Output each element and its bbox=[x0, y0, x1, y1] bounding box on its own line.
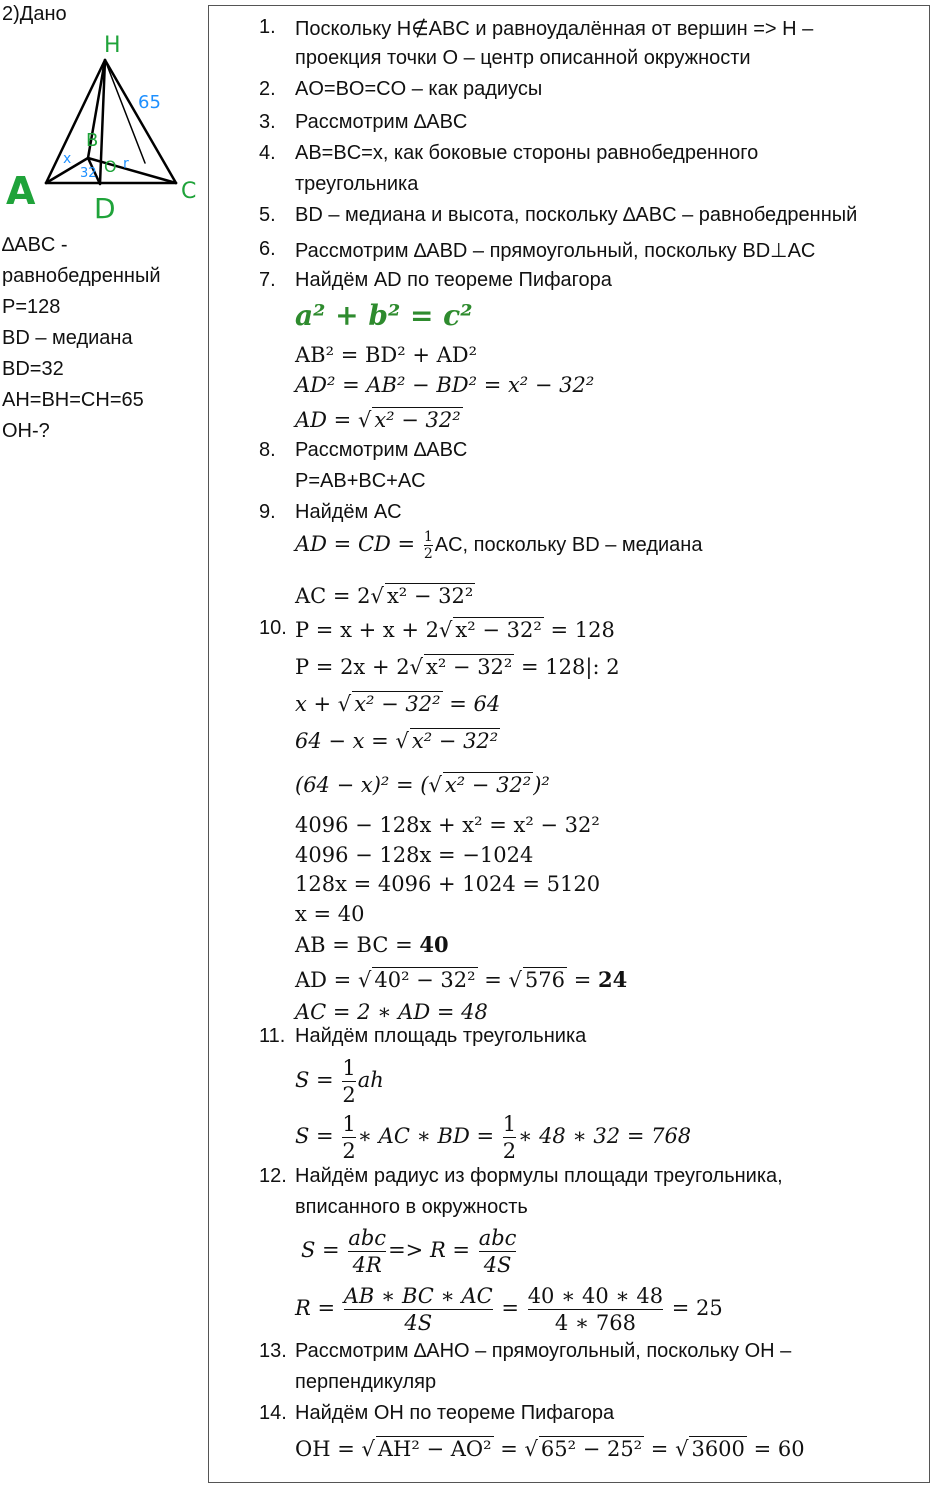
label-o: O bbox=[104, 157, 117, 176]
formula-part: = 128 bbox=[543, 618, 615, 642]
step-text: BD – медиана и высота, поскольку ∆ABC – равнобедренный bbox=[295, 204, 858, 226]
step-text: перпендикуляр bbox=[295, 1371, 437, 1393]
step-number: 14. bbox=[259, 1402, 287, 1424]
formula-part: AC, поскольку BD – медиана bbox=[434, 534, 703, 556]
step-text: проекция точки O – центр описанной окружности bbox=[295, 47, 751, 69]
formula-part: = bbox=[493, 1437, 525, 1461]
step-number: 9. bbox=[259, 501, 276, 523]
fraction bbox=[479, 1225, 517, 1278]
formula-line: P = x + x + 2√ x² − 32² = 128 bbox=[295, 618, 615, 642]
formula-part: = bbox=[567, 968, 598, 992]
sqrt-radicand: x² − 32² bbox=[444, 773, 532, 797]
given-list bbox=[2, 230, 161, 447]
step-number: 6. bbox=[259, 238, 276, 260]
step-text: Найдём площадь треугольника bbox=[295, 1025, 587, 1047]
formula-part: = 128|: 2 bbox=[514, 655, 620, 679]
numerator: 1 bbox=[342, 1112, 356, 1136]
numerator: 1 bbox=[423, 529, 433, 545]
formula-part: (64 − x)² = ( bbox=[295, 773, 429, 797]
sqrt-radicand: 40² − 32² bbox=[374, 968, 476, 992]
formula-part: = bbox=[477, 968, 509, 992]
formula-part: AC = 2 bbox=[295, 584, 371, 608]
step-number: 2. bbox=[259, 78, 276, 100]
formula-part: )² bbox=[533, 773, 550, 797]
step-number: 11. bbox=[259, 1025, 286, 1047]
formula-part: S = bbox=[295, 1124, 341, 1148]
sqrt-radicand: x² − 32² bbox=[425, 655, 513, 679]
formula-part: AB = BC = bbox=[295, 933, 420, 957]
sqrt-radicand: AH² − AO² bbox=[377, 1437, 492, 1461]
sqrt-radicand: x² − 32² bbox=[354, 692, 441, 716]
step-number: 12. bbox=[259, 1165, 287, 1187]
step-number: 5. bbox=[259, 204, 276, 226]
formula-part: AD = CD = bbox=[295, 532, 422, 556]
denominator: 4 ∗ 768 bbox=[554, 1311, 636, 1335]
formula-line bbox=[295, 1111, 691, 1164]
formula-line bbox=[295, 529, 702, 562]
step-text: P=AB+BC+AC bbox=[295, 470, 426, 492]
step-text: Рассмотрим ∆ABD – прямоугольный, поскольку BD⊥AC bbox=[295, 240, 816, 262]
formula-line: 4096 − 128x = −1024 bbox=[295, 843, 534, 867]
formula-line bbox=[295, 1283, 723, 1336]
formula-part: P = 2x + 2 bbox=[295, 655, 410, 679]
solution-box bbox=[208, 5, 930, 1483]
formula-part: S = bbox=[301, 1238, 347, 1262]
formula-part: ∗ AC ∗ BD = bbox=[357, 1124, 501, 1148]
formula-line bbox=[301, 1225, 518, 1278]
sqrt-radicand: x² − 32² bbox=[411, 729, 499, 753]
given-line: ∆ABC - bbox=[2, 234, 68, 256]
formula-line: x + √ x² − 32² = 64 bbox=[295, 692, 501, 716]
given-line: BD – медиана bbox=[2, 327, 133, 349]
label-d: D bbox=[94, 192, 116, 225]
denominator: 2 bbox=[502, 1139, 517, 1163]
formula-part: x + bbox=[295, 692, 338, 716]
step-number: 8. bbox=[259, 439, 276, 461]
fraction bbox=[344, 1283, 493, 1336]
formula-part: ah bbox=[357, 1068, 384, 1092]
formula-part: = 64 bbox=[442, 692, 501, 716]
given-line: AH=BH=CH=65 bbox=[2, 389, 144, 411]
step-text: вписанного в окружность bbox=[295, 1196, 528, 1218]
answer-bold: 40 bbox=[419, 932, 449, 957]
formula-part: R = bbox=[295, 1296, 342, 1320]
step-text: треугольника bbox=[295, 173, 419, 195]
formula-line: P = 2x + 2√ x² − 32² = 128|: 2 bbox=[295, 655, 620, 679]
sqrt-radicand: x² − 32² bbox=[455, 618, 542, 642]
formula-part: AD = bbox=[295, 968, 358, 992]
step-text: Найдём радиус из формулы площади треугольника, bbox=[295, 1165, 783, 1187]
formula-part: OH = bbox=[295, 1437, 362, 1461]
given-line: BD=32 bbox=[2, 358, 64, 380]
step-text: Рассмотрим ∆ABC bbox=[295, 439, 468, 461]
sqrt-radicand: x² − 32² bbox=[374, 408, 461, 432]
label-c: C bbox=[181, 179, 197, 204]
numerator: abc bbox=[348, 1226, 387, 1250]
numerator: 1 bbox=[502, 1112, 517, 1136]
formula-part: => R = bbox=[388, 1238, 477, 1262]
step-text: AO=BO=CO – как радиусы bbox=[295, 78, 543, 100]
formula-part: 64 − x = bbox=[295, 729, 396, 753]
step-number: 3. bbox=[259, 111, 276, 133]
denominator: 4R bbox=[352, 1253, 382, 1277]
label-h: H bbox=[104, 33, 121, 58]
formula-line: x = 40 bbox=[295, 902, 365, 926]
formula-line: 64 − x = √ x² − 32² bbox=[295, 729, 499, 753]
formula-line bbox=[295, 1055, 384, 1108]
sqrt-radicand: 3600 bbox=[691, 1437, 745, 1461]
given-line: P=128 bbox=[2, 296, 61, 318]
fraction bbox=[424, 529, 433, 562]
formula-line: OH = √ AH² − AO² = √ 65² − 25² = √ 3600 = 60 bbox=[295, 1437, 805, 1461]
sqrt-radicand: x² − 32² bbox=[386, 584, 474, 608]
formula-part: = 25 bbox=[665, 1296, 723, 1320]
label-32: 32 bbox=[80, 166, 97, 181]
label-65: 65 bbox=[138, 92, 161, 113]
fraction bbox=[503, 1111, 516, 1164]
step-text: Поскольку H∉ABC и равноудалённая от вершин => H – bbox=[295, 18, 814, 40]
denominator: 2 bbox=[342, 1139, 356, 1163]
given-line: равнобедренный bbox=[2, 265, 161, 287]
formula-line: (64 − x)² = (√ x² − 32²)² bbox=[295, 773, 550, 797]
numerator: AB ∗ BC ∗ AC bbox=[343, 1284, 493, 1308]
formula-line: 128x = 4096 + 1024 = 5120 bbox=[295, 872, 601, 896]
formula-part: P = x + x + 2 bbox=[295, 618, 440, 642]
fraction bbox=[342, 1111, 355, 1164]
formula-line: AD² = AB² − BD² = x² − 32² bbox=[295, 373, 595, 397]
denominator: 2 bbox=[423, 546, 433, 562]
denominator: 2 bbox=[342, 1083, 356, 1107]
label-a: A bbox=[6, 169, 36, 213]
formula-line: AC = 2√ x² − 32² bbox=[295, 584, 474, 608]
formula-part: = bbox=[644, 1437, 676, 1461]
formula-line: AD = √ 40² − 32² = √ 576 = 24 bbox=[295, 967, 628, 992]
step-text: Найдём OH по теореме Пифагора bbox=[295, 1402, 615, 1424]
given-line: OH-? bbox=[2, 420, 50, 442]
formula-line: AC = 2 ∗ AD = 48 bbox=[295, 1000, 488, 1024]
formula-part: S = bbox=[295, 1068, 341, 1092]
sqrt-radicand: 65² − 25² bbox=[540, 1437, 643, 1461]
label-r: r bbox=[123, 156, 129, 172]
step-number: 4. bbox=[259, 142, 276, 164]
step-text: Рассмотрим ∆AHO – прямоугольный, поскольку OH – bbox=[295, 1340, 792, 1362]
fraction bbox=[342, 1055, 355, 1108]
formula-part: ∗ 48 ∗ 32 = 768 bbox=[518, 1124, 692, 1148]
numerator: 1 bbox=[342, 1056, 356, 1080]
numerator: 40 ∗ 40 ∗ 48 bbox=[527, 1284, 664, 1308]
step-number: 7. bbox=[259, 269, 276, 291]
label-b: B bbox=[86, 130, 99, 151]
denominator: 4S bbox=[404, 1311, 433, 1335]
given-title: 2)Дано bbox=[2, 3, 67, 25]
numerator: abc bbox=[478, 1226, 517, 1250]
pythagoras-formula: a² + b² = c² bbox=[295, 299, 473, 332]
step-text: Найдём AC bbox=[295, 501, 402, 523]
formula-line: AB² = BD² + AD² bbox=[295, 343, 478, 367]
sqrt-radicand: 576 bbox=[524, 968, 566, 992]
denominator: 4S bbox=[483, 1253, 512, 1277]
step-text: Найдём AD по теореме Пифагора bbox=[295, 269, 612, 291]
step-text: Рассмотрим ∆ABC bbox=[295, 111, 468, 133]
step-number: 13. bbox=[259, 1340, 287, 1362]
step-number: 1. bbox=[259, 16, 276, 38]
formula-line: 4096 − 128x + x² = x² − 32² bbox=[295, 813, 600, 837]
answer-bold: 24 bbox=[597, 967, 628, 992]
formula-part: = bbox=[494, 1296, 526, 1320]
step-number: 10. bbox=[259, 617, 287, 639]
label-x: x bbox=[63, 151, 72, 167]
formula-part: = 60 bbox=[746, 1437, 805, 1461]
formula-part: AD = bbox=[295, 408, 358, 432]
fraction bbox=[528, 1283, 663, 1336]
formula-line bbox=[295, 932, 449, 957]
step-text: AB=BC=x, как боковые стороны равнобедренного bbox=[295, 142, 759, 164]
pyramid-sketch bbox=[0, 28, 205, 228]
fraction bbox=[348, 1225, 386, 1278]
formula-line: AD = √ x² − 32² bbox=[295, 408, 461, 432]
